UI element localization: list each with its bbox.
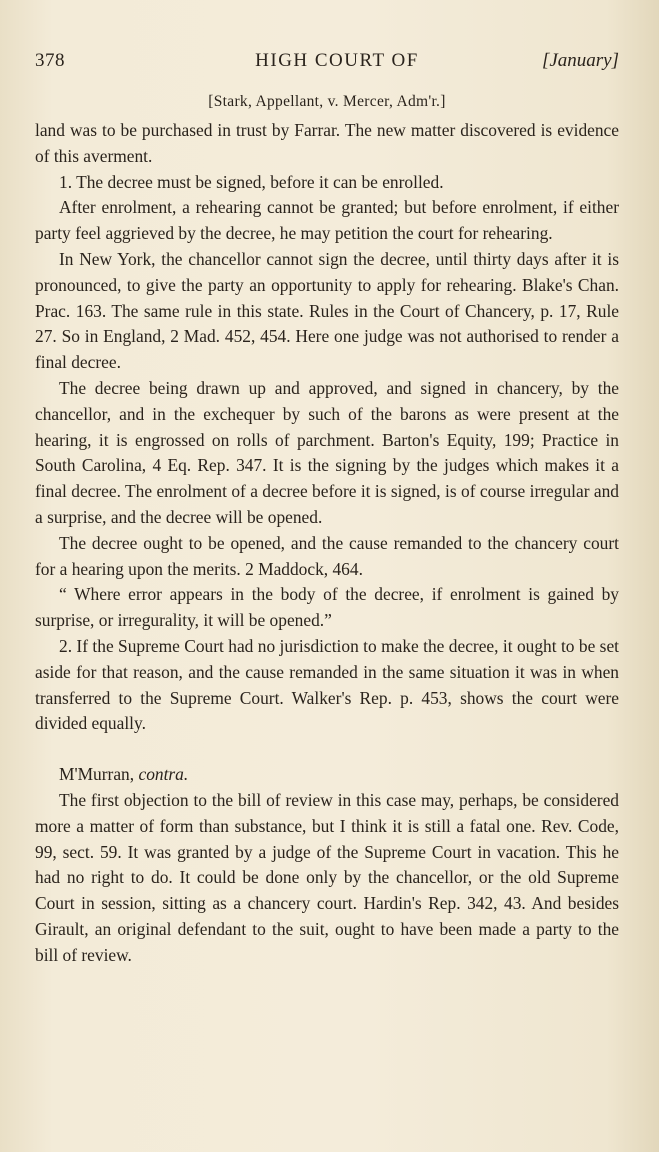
paragraph: After enrolment, a rehearing cannot be granted; but before enrolment, if either party feel aggrieved by the decree, he may petition the court for rehearing. (35, 197, 619, 244)
paragraph: The first objection to the bill of review in this case may, perhaps, be considered more a matter of form than substance, but I think it is still a fatal one. Rev. Code, 99, sect. 59. It was granted by a judge of the Supreme Court in vacation. This he had no right to do. It could be done only by the chancellor, or the old Supreme Court in session, sitting as a chancery court. Hardin's Rep. 342, 43. And besides Girault, an original defendant to the suit, ought to have been made a party to the bill of review. (35, 789, 619, 965)
counsel-name: M'Murran, (59, 764, 135, 785)
counsel-heading (35, 762, 619, 788)
header-date: [January] (541, 50, 619, 71)
counsel-role: contra. (138, 764, 189, 785)
running-head: HIGH COURT OF (255, 50, 419, 71)
paragraph: In New York, the chancellor cannot sign the decree, until thirty days after it is pronounced, to give the party an opportunity to apply for rehearing. Blake's Chan. Prac. 163. The same rule in this state. Rules in the Court of Chancery, p. 17, Rule 27. So in England, 2 Mad. 452, 454. Here one judge was not authorised to render a final decree. (35, 248, 619, 373)
paragraph: The decree being drawn up and approved, and signed in chancery, by the chancellor, and in the exchequer by such of the barons as were present at the hearing, it is engrossed on rolls of parchment. Barton's Equity, 199; Practice in South Carolina, 4 Eq. Rep. 347. It is the signing by the judges which makes it a final decree. The enrolment of a decree before it is signed, is of course irregular and a surprise, and the decree will be opened. (35, 377, 619, 527)
page-number: 378 (35, 50, 65, 71)
case-caption: [Stark, Appellant, v. Mercer, Adm'r.] (208, 93, 446, 110)
paragraph: 1. The decree must be signed, before it can be enrolled. (59, 171, 444, 192)
paragraph: “ Where error appears in the body of the decree, if enrolment is gained by surprise, or irregurality, it will be opened.” (35, 584, 619, 631)
running-header (35, 50, 619, 80)
paragraph: land was to be purchased in trust by Farrar. The new matter discovered is evidence of this averment. (35, 120, 619, 166)
paragraph: The decree ought to be opened, and the cause remanded to the chancery court for a hearing upon the merits. 2 Maddock, 464. (35, 532, 619, 579)
page-body (35, 118, 619, 969)
paragraph: 2. If the Supreme Court had no jurisdiction to make the decree, it ought to be set aside for that reason, and the cause remanded in the same situation it was in when transferred to the Supreme Court. Walker's Rep. p. 453, shows the court were divided equally. (35, 635, 619, 734)
